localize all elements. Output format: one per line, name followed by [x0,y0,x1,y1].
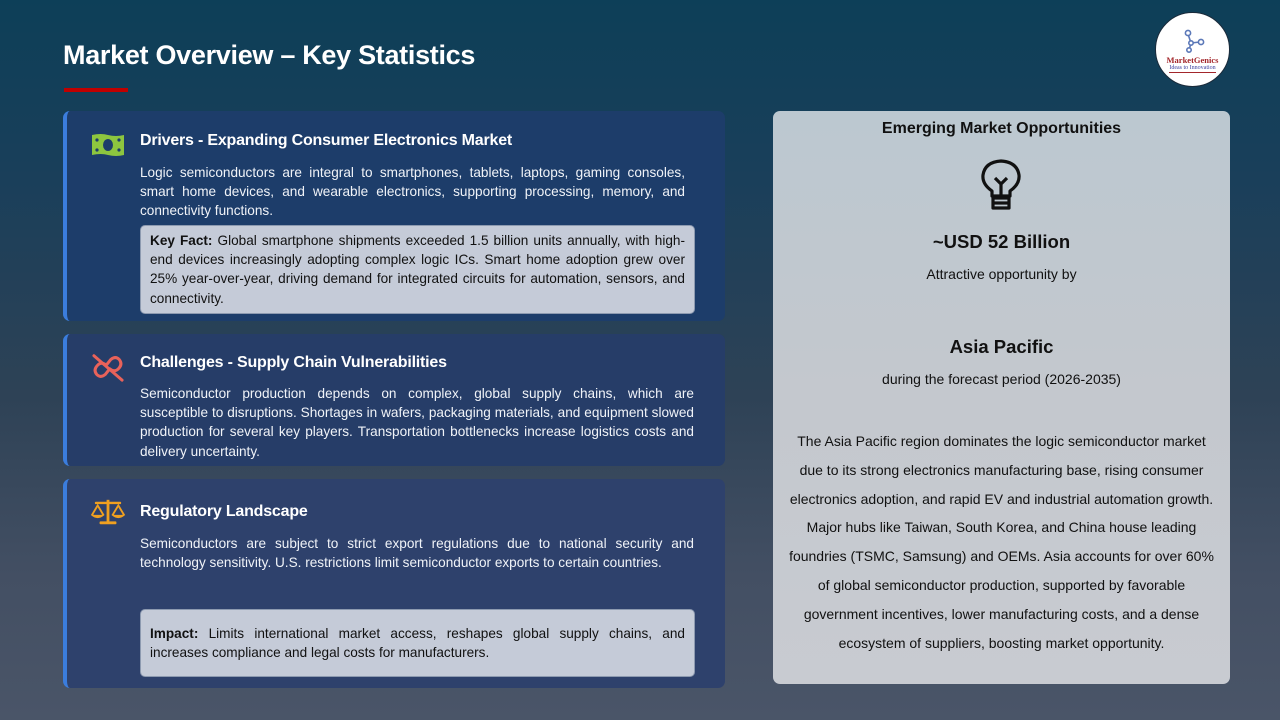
lightbulb-icon [977,158,1025,214]
challenges-title: Challenges - Supply Chain Vulnerabilities [140,354,447,371]
impact-box [140,609,695,677]
impact-label: Impact: [150,626,199,641]
regulatory-body: Semiconductors are subject to strict export regulations due to national security and technology sensitivity. U.S. restrictions limit semiconductor exports to certain countries. [140,536,694,571]
opportunity-caption: Attractive opportunity by [926,266,1077,282]
regulatory-title: Regulatory Landscape [140,503,308,520]
challenges-card [63,334,725,466]
scales-icon [89,497,127,527]
impact-text: Limits international market access, reshapes global supply chains, and increases compliance and legal costs for manufacturers. [150,626,685,661]
company-logo [1155,12,1230,87]
key-fact-box [140,225,695,314]
key-fact-text: Global smartphone shipments exceeded 1.5 billion units annually, with high-end devices increasingly adopting complex logic ICs. Smart home adoption grew over 25% year-over-year, driving demand for integrated circuits for automation, sensors, and connectivity. [150,233,685,306]
opportunity-description: The Asia Pacific region dominates the logic semiconductor market due to its strong electronics manufacturing base, rising consumer electronics adoption, and rapid EV and industrial automation growth. Major hubs like Taiwan, South Korea, and China house leading foundries (TSMC, Samsung) and OEMs. Asia accounts for over 60% of global semiconductor production, supported by favorable government incentives, lower manufacturing costs, and a dense ecosystem of suppliers, boosting market opportunity. [789,433,1214,651]
key-fact-label: Key Fact: [150,233,213,248]
opportunity-region: Asia Pacific [949,336,1054,357]
forecast-period: during the forecast period (2026-2035) [882,371,1121,387]
opportunity-value: ~USD 52 Billion [932,231,1071,252]
regulatory-card [63,479,725,688]
opportunity-panel [773,111,1230,684]
title-underline [64,88,128,92]
opportunity-title: Emerging Market Opportunities [881,120,1122,137]
molecule-icon [1180,28,1206,54]
drivers-body: Logic semiconductors are integral to smartphones, tablets, laptops, gaming consoles, smart home devices, and wearable electronics, supporting processing, memory, and connectivity functions. [140,165,685,219]
broken-link-icon [89,352,127,382]
drivers-title: Drivers - Expanding Consumer Electronics Market [140,132,513,149]
logo-name: MarketGenics [1166,55,1219,66]
challenges-body: Semiconductor production depends on complex, global supply chains, which are susceptible to disruptions. Shortages in wafers, packaging materials, and equipment slowed production for several key players. Transportation bottlenecks increase logistics costs and delivery uncertainty. [140,386,694,459]
money-bill-icon [89,130,127,160]
logo-tagline: Ideas to Innovation [1169,65,1216,72]
page-title: Market Overview – Key Statistics [63,40,476,70]
drivers-card [63,111,725,321]
